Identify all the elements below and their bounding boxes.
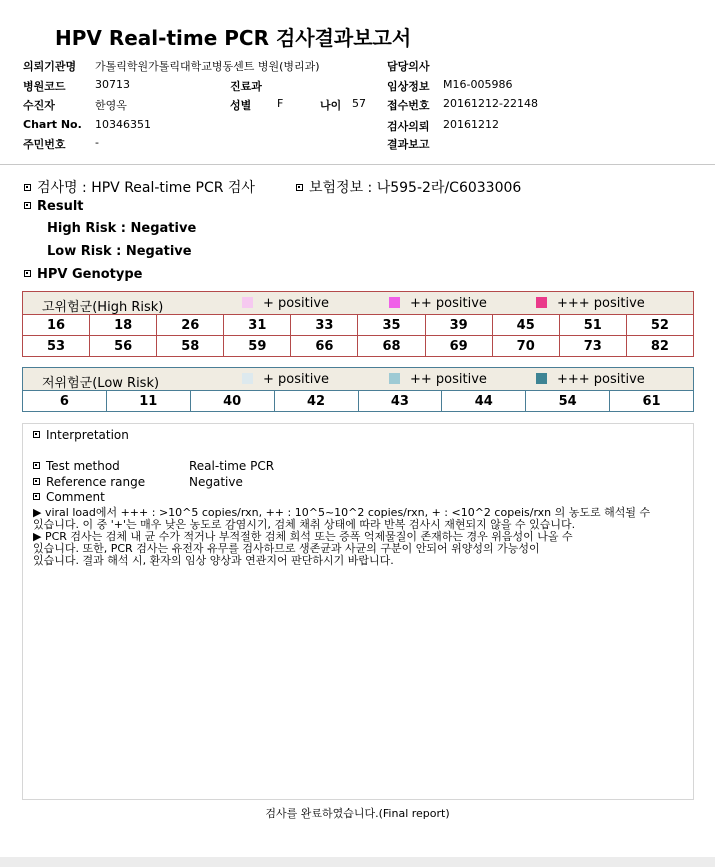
reference-range-value: Negative bbox=[189, 475, 243, 489]
genotype-cell: 18 bbox=[90, 315, 157, 336]
legend-plus-plus-plus: +++ positive bbox=[536, 372, 645, 387]
report-title: HPV Real-time PCR 검사결과보고서 bbox=[55, 26, 412, 50]
genotype-cell: 42 bbox=[274, 391, 358, 412]
genotype-cell: 70 bbox=[492, 336, 559, 357]
genotype-cell: 69 bbox=[425, 336, 492, 357]
request-value: 20161212 bbox=[443, 118, 499, 131]
low-risk-genotype-table bbox=[22, 390, 694, 412]
table-row bbox=[23, 315, 694, 336]
table-row bbox=[23, 391, 694, 412]
interpretation-title: Interpretation bbox=[46, 428, 129, 442]
insurance-label: 보험정보 : bbox=[309, 180, 377, 196]
genotype-cell: 40 bbox=[190, 391, 274, 412]
checkbox-square-icon bbox=[24, 270, 31, 277]
genotype-cell: 31 bbox=[224, 315, 291, 336]
legend-swatch bbox=[242, 297, 253, 308]
chart-no-label: Chart No. bbox=[23, 118, 82, 131]
genotype-cell: 44 bbox=[442, 391, 526, 412]
legend-plus: + positive bbox=[242, 372, 329, 387]
genotype-cell: 6 bbox=[23, 391, 107, 412]
institution-value: 가톨릭학원가톨릭대학교병동센트 병원(병리과) bbox=[95, 60, 320, 73]
insurance-value: 나595-2라/C6033006 bbox=[376, 180, 522, 196]
genotype-cell: 68 bbox=[358, 336, 425, 357]
age-value: 57 bbox=[352, 97, 366, 110]
request-label: 검사의뢰 bbox=[387, 120, 430, 133]
low-risk-result: Low Risk : Negative bbox=[47, 244, 192, 259]
genotype-cell: 33 bbox=[291, 315, 358, 336]
genotype-cell: 51 bbox=[559, 315, 626, 336]
comment-body bbox=[33, 507, 650, 567]
chart-no-value: 10346351 bbox=[95, 118, 151, 131]
checkbox-square-icon bbox=[33, 431, 40, 438]
legend-swatch bbox=[389, 297, 400, 308]
dept-label: 진료과 bbox=[230, 80, 262, 93]
genotype-cell: 54 bbox=[526, 391, 610, 412]
interpretation-heading bbox=[33, 428, 129, 442]
table-row bbox=[23, 336, 694, 357]
legend-plus: + positive bbox=[242, 296, 329, 311]
test-method-row bbox=[33, 459, 120, 473]
result-report-label: 결과보고 bbox=[387, 138, 430, 151]
institution-label: 의뢰기관명 bbox=[23, 60, 77, 73]
receipt-label: 접수번호 bbox=[387, 99, 430, 112]
hospital-code-label: 병원코드 bbox=[23, 80, 66, 93]
result-heading bbox=[24, 199, 84, 214]
collector-value: 한영옥 bbox=[95, 99, 127, 112]
genotype-cell: 59 bbox=[224, 336, 291, 357]
low-risk-legend-bar bbox=[22, 367, 694, 390]
test-method-label: Test method bbox=[46, 459, 120, 473]
comment-line: ▶ PCR 검사는 검체 내 균 수가 적거나 부적절한 검체 희석 또는 증폭 억제물질이 존재하는 경우 위음성이 나올 수 bbox=[33, 530, 573, 543]
legend-plus-plus-plus: +++ positive bbox=[536, 296, 645, 311]
bottom-bar bbox=[0, 857, 715, 867]
genotype-cell: 26 bbox=[157, 315, 224, 336]
checkbox-square-icon bbox=[33, 493, 40, 500]
genotype-title: HPV Genotype bbox=[37, 267, 143, 282]
sex-value: F bbox=[277, 97, 284, 110]
comment-line: 있습니다. 이 중 '+'는 매우 낮은 농도로 감염시기, 검체 채취 상태에 따라 반복 검사시 재현되지 않을 수 있습니다. bbox=[33, 518, 576, 531]
age-label: 나이 bbox=[320, 99, 342, 112]
high-risk-genotype-table bbox=[22, 314, 694, 357]
genotype-cell: 58 bbox=[157, 336, 224, 357]
reference-range-row bbox=[33, 475, 145, 489]
resident-value: - bbox=[95, 136, 99, 149]
genotype-heading bbox=[24, 267, 142, 282]
checkbox-square-icon bbox=[296, 184, 303, 191]
test-name-value: HPV Real-time PCR 검사 bbox=[91, 180, 255, 196]
legend-swatch bbox=[536, 373, 547, 384]
genotype-cell: 16 bbox=[23, 315, 90, 336]
genotype-cell: 82 bbox=[626, 336, 693, 357]
low-risk-label: 저위험군(Low Risk) bbox=[42, 376, 160, 391]
doctor-label: 담당의사 bbox=[387, 60, 430, 73]
header-divider bbox=[0, 164, 715, 165]
reference-range-label: Reference range bbox=[46, 475, 146, 489]
genotype-cell: 43 bbox=[358, 391, 442, 412]
comment-heading bbox=[33, 490, 105, 504]
comment-line: 있습니다. 결과 해석 시, 환자의 임상 양상과 연관지어 판단하시기 바랍니다. bbox=[33, 554, 394, 567]
high-risk-legend-bar bbox=[22, 291, 694, 314]
genotype-cell: 11 bbox=[106, 391, 190, 412]
legend-plus-plus: ++ positive bbox=[389, 372, 487, 387]
clinical-label: 임상정보 bbox=[387, 80, 430, 93]
test-name-line bbox=[24, 177, 255, 197]
high-risk-label: 고위험군(High Risk) bbox=[42, 300, 164, 315]
genotype-cell: 56 bbox=[90, 336, 157, 357]
legend-swatch bbox=[242, 373, 253, 384]
genotype-cell: 73 bbox=[559, 336, 626, 357]
legend-plus-plus: ++ positive bbox=[389, 296, 487, 311]
comment-line: ▶ viral load에서 +++ : >10^5 copies/rxn, ++ : 10^5~10^2 copies/rxn, + : <10^2 copeis/rxn 의 농도로 해석될 수 bbox=[33, 506, 651, 519]
genotype-cell: 66 bbox=[291, 336, 358, 357]
checkbox-square-icon bbox=[33, 462, 40, 469]
checkbox-square-icon bbox=[24, 202, 31, 209]
genotype-cell: 61 bbox=[610, 391, 694, 412]
final-report-text: 검사를 완료하였습니다.(Final report) bbox=[265, 807, 450, 820]
insurance-line bbox=[296, 177, 521, 197]
comment-title: Comment bbox=[46, 490, 105, 504]
genotype-cell: 45 bbox=[492, 315, 559, 336]
legend-swatch bbox=[389, 373, 400, 384]
result-title: Result bbox=[37, 199, 84, 214]
genotype-cell: 39 bbox=[425, 315, 492, 336]
resident-label: 주민번호 bbox=[23, 138, 66, 151]
clinical-value: M16-005986 bbox=[443, 78, 513, 91]
genotype-cell: 53 bbox=[23, 336, 90, 357]
genotype-cell: 35 bbox=[358, 315, 425, 336]
legend-swatch bbox=[536, 297, 547, 308]
checkbox-square-icon bbox=[24, 184, 31, 191]
receipt-value: 20161212-22148 bbox=[443, 97, 538, 110]
test-name-label: 검사명 : bbox=[37, 180, 92, 196]
test-method-value: Real-time PCR bbox=[189, 459, 275, 473]
collector-label: 수진자 bbox=[23, 99, 55, 112]
comment-line: 있습니다. 또한, PCR 검사는 유전자 유무를 검사하므로 생존균과 사균의 구분이 안되어 위양성의 가능성이 bbox=[33, 542, 540, 555]
hospital-code-value: 30713 bbox=[95, 78, 130, 91]
sex-label: 성별 bbox=[230, 99, 252, 112]
high-risk-result: High Risk : Negative bbox=[47, 221, 197, 236]
genotype-cell: 52 bbox=[626, 315, 693, 336]
checkbox-square-icon bbox=[33, 478, 40, 485]
